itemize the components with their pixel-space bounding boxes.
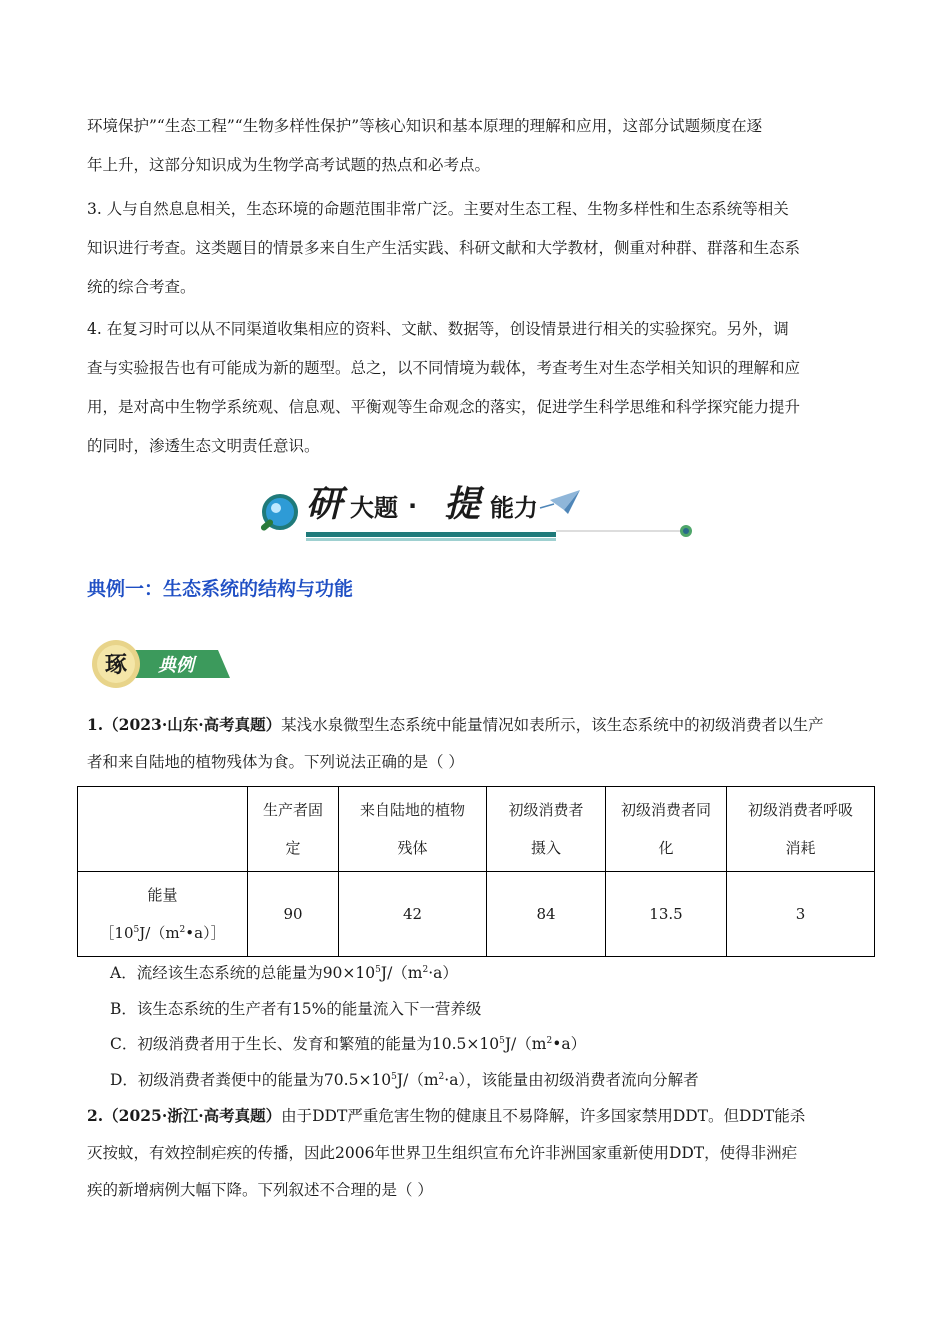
table-header-cell: 初级消费者呼吸 消耗	[727, 787, 875, 872]
text-line	[87, 1097, 872, 1135]
option-b: B．该生态系统的生产者有15%的能量流入下一营养级	[110, 1000, 482, 1018]
question-2-stem	[87, 1097, 872, 1209]
banner-small-text-2: 能力	[490, 494, 538, 522]
question-2-text: 由于DDT严重危害生物的健康且不易降解，许多国家禁用DDT。但DDT能杀	[281, 1107, 806, 1125]
table-header-row	[78, 787, 875, 872]
table-header-cell: 初级消费者同 化	[606, 787, 727, 872]
table-cell: 84	[487, 872, 606, 957]
table-header-cell: 来自陆地的植物 残体	[339, 787, 487, 872]
banner-underline	[306, 532, 556, 537]
table-cell: 42	[339, 872, 487, 957]
question-1-text: 某浅水泉微型生态系统中能量情况如表所示，该生态系统中的初级消费者以生产	[281, 716, 824, 734]
section-banner	[258, 478, 698, 550]
table-corner-cell	[78, 787, 248, 872]
banner-underline-light	[306, 538, 556, 541]
option-a: A．流经该生态系统的总能量为$90\times 10^5J/(m^2\cdot a)$	[110, 964, 458, 982]
banner-big-char-2: 提	[444, 483, 481, 525]
text-line: 灭按蚊，有效控制疟疾的传播，因此2006年世界卫生组织宣布允许非洲国家重新使用DDT，使得非洲疟	[87, 1144, 798, 1162]
text-line	[87, 706, 872, 744]
option-c: C．初级消费者用于生长、发育和繁殖的能量为$10.5\times 10^5J/(m^2•a)$	[110, 1035, 587, 1053]
text-line: 环境保护”“生态工程”“生物多样性保护”等核心知识和基本原理的理解和应用，这部分试题频度在逐	[87, 117, 763, 135]
magnifier-icon	[260, 496, 296, 532]
section-title: 典例一：生态系统的结构与功能	[87, 578, 354, 600]
question-2-source: 2.（2025·浙江·高考真题）	[87, 1106, 282, 1125]
text-line: 的同时，渗透生态文明责任意识。	[87, 437, 320, 455]
tag-label: 典例	[158, 655, 194, 676]
table-row	[78, 872, 875, 957]
tag-circle-char: 琢	[104, 652, 128, 678]
banner-dot: ·	[408, 492, 418, 520]
paper-plane-icon	[540, 490, 580, 514]
text-line: 4. 在复习时可以从不同渠道收集相应的资料、文献、数据等，创设情景进行相关的实验探究。另外，调	[87, 320, 789, 338]
energy-table	[77, 786, 875, 957]
intro-paragraph-2	[87, 107, 865, 185]
question-1-stem	[87, 706, 872, 781]
example-tag	[90, 636, 230, 690]
table-header-cell: 生产者固 定	[248, 787, 339, 872]
table-cell: 13.5	[606, 872, 727, 957]
question-1-source: 1.（2023·山东·高考真题）	[87, 715, 282, 734]
text-line: 统的综合考查。	[87, 278, 196, 296]
intro-paragraph-3	[87, 190, 865, 307]
option-d: D．初级消费者粪便中的能量为$70.5\times 10^5J/(m^2\cdot a)$，该能量由初级消费者流向分解者	[110, 1071, 699, 1089]
text-line: 者和来自陆地的植物残体为食。下列说法正确的是（ ）	[87, 753, 464, 771]
text-line: 年上升，这部分知识成为生物学高考试题的热点和必考点。	[87, 156, 491, 174]
table-cell: 90	[248, 872, 339, 957]
text-line: 查与实验报告也有可能成为新的题型。总之，以不同情境为载体，考查考生对生态学相关知识的理解和应	[87, 359, 801, 377]
text-line: 疾的新增病例大幅下降。下列叙述不合理的是（ ）	[87, 1181, 433, 1199]
banner-small-text-1: 大题	[350, 494, 398, 522]
text-line: 用，是对高中生物学系统观、信息观、平衡观等生命观念的落实，促进学生科学思维和科学探究能力提升	[87, 398, 801, 416]
intro-paragraph-4	[87, 310, 865, 466]
table-cell: 3	[727, 872, 875, 957]
table-header-cell: 初级消费者 摄入	[487, 787, 606, 872]
text-line: 知识进行考查。这类题目的情景多来自生产生活实践、科研文献和大学教材，侧重对种群、群落和生态系	[87, 239, 801, 257]
text-line: 3. 人与自然息息相关，生态环境的命题范围非常广泛。主要对生态工程、生物多样性和生态系统等相关	[87, 200, 789, 218]
table-row-label: 能量 $[10^5J/(m^2•a)]$	[78, 872, 248, 957]
banner-big-char-1: 研	[306, 483, 343, 525]
